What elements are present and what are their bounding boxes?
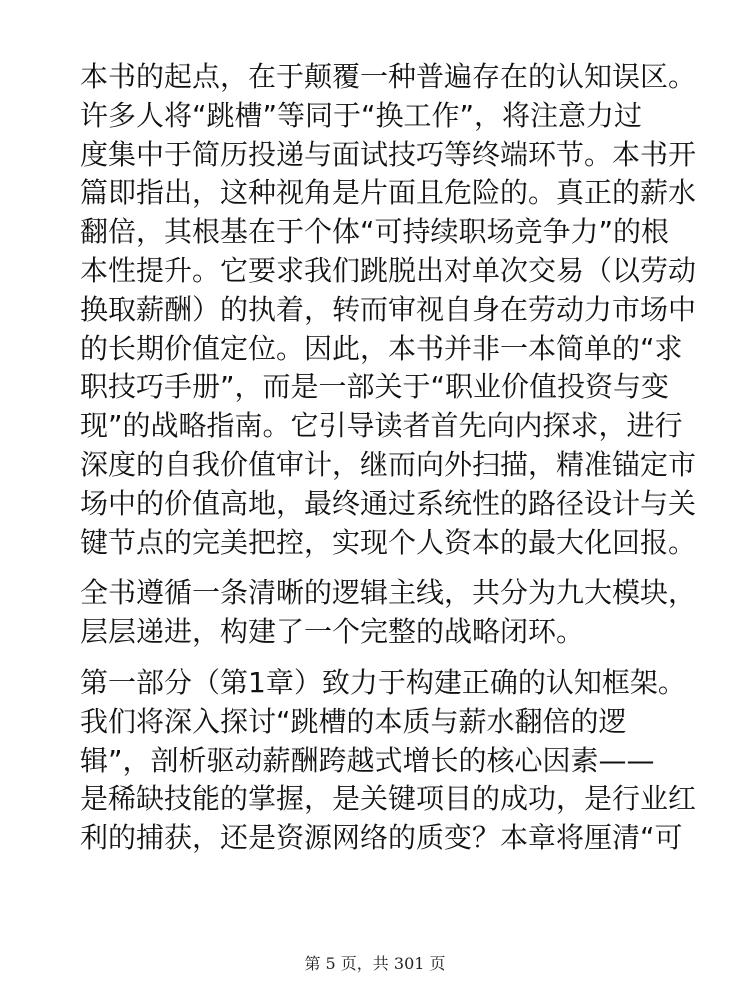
text-line: 全书遵循一条清晰的逻辑主线，共分为九大模块， <box>80 576 697 610</box>
paragraph-1 <box>80 58 697 562</box>
text-line: 利的捕获，还是资源网络的质变？本章将厘清“可 <box>80 821 683 855</box>
text-line: 换取薪酬）的执着，转而审视自身在劳动力市场中 <box>80 292 697 326</box>
text-line: 篇即指出，这种视角是片面且危险的。真正的薪水 <box>80 176 697 210</box>
text-line: 是稀缺技能的掌握，是关键项目的成功，是行业红 <box>80 782 697 816</box>
paragraph-2 <box>80 574 697 652</box>
text-line: 我们将深入探讨“跳槽的本质与薪水翻倍的逻 <box>80 704 627 738</box>
text-line: 本性提升。它要求我们跳脱出对单次交易（以劳动 <box>80 253 697 287</box>
text-line: 翻倍，其根基在于个体“可持续职场竞争力”的根 <box>80 215 670 249</box>
paragraph-3 <box>80 664 697 858</box>
text-line: 辑”，剖析驱动薪酬跨越式增长的核心因素—— <box>80 743 655 777</box>
text-line: 许多人将“跳槽”等同于“换工作”，将注意力过 <box>80 98 643 132</box>
text-line: 现”的战略指南。它引导读者首先向内探求，进行 <box>80 409 683 443</box>
text-line: 本书的起点，在于颠覆一种普遍存在的认知误区。 <box>80 60 697 93</box>
text-line: 场中的价值高地，最终通过系统性的路径设计与关 <box>80 486 697 520</box>
text-line: 深度的自我价值审计，继而向外扫描，精准锚定市 <box>80 447 697 481</box>
body-text <box>80 58 697 858</box>
text-line: 的长期价值定位。因此，本书并非一本简单的“求 <box>80 331 683 365</box>
text-line: 职技巧手册”，而是一部关于“职业价值投资与变 <box>80 370 670 404</box>
text-line: 度集中于简历投递与面试技巧等终端环节。本书开 <box>80 137 697 171</box>
page-number-footer: 第 5 页，共 301 页 <box>304 954 446 973</box>
text-line: 层层递进，构建了一个完整的战略闭环。 <box>80 615 585 649</box>
text-line: 键节点的完美把控，实现个人资本的最大化回报。 <box>80 525 697 559</box>
text-line: 第一部分（第1章）致力于构建正确的认知框架。 <box>80 665 686 699</box>
